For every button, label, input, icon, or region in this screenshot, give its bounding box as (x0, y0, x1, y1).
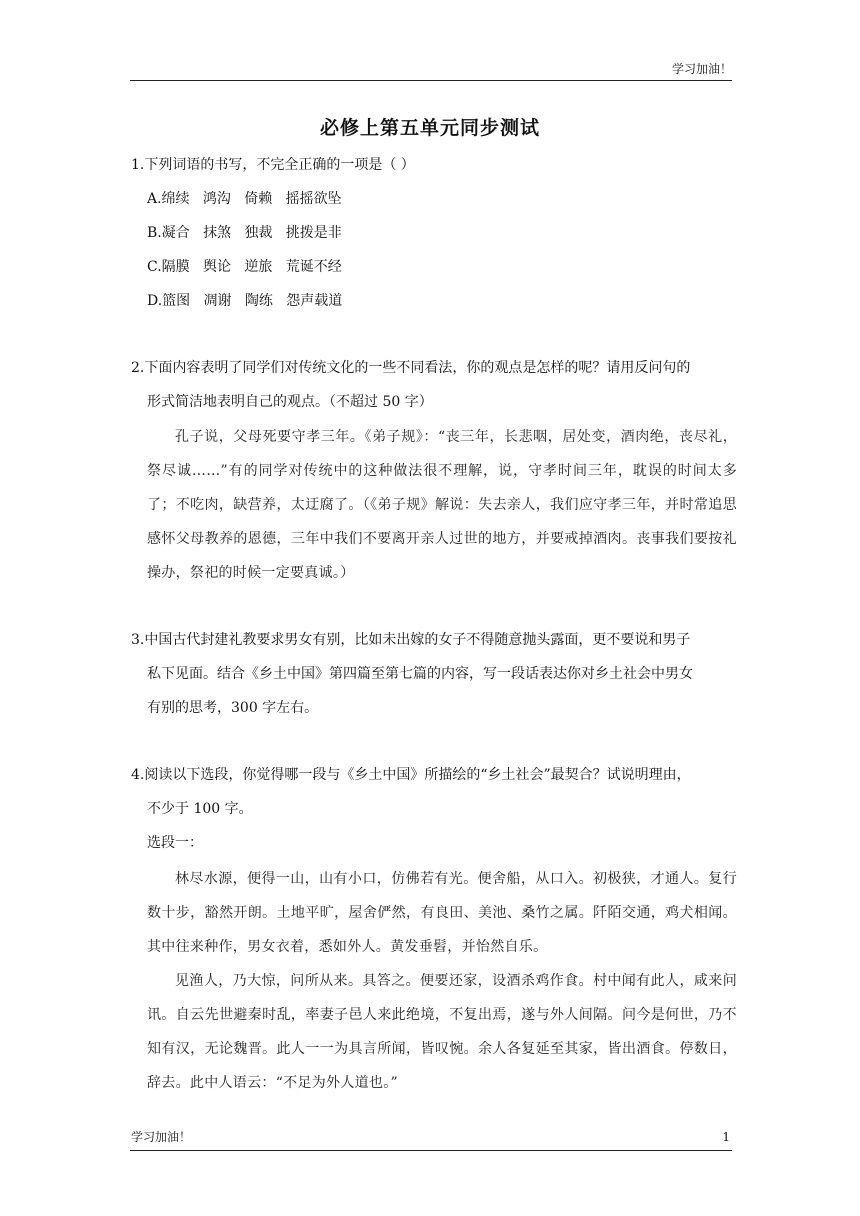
header-text: 学习加油！ (671, 62, 732, 76)
q1-option-d: D.篮图 凋谢 陶练 怨声载道 (147, 293, 343, 309)
q3-stem-line-2: 私下见面。结合《乡土中国》第四篇至第七篇的内容，写一段话表达你对乡土社会中男女 (147, 666, 693, 682)
q3-stem-line-3: 有别的思考，300 字左右。 (147, 700, 319, 716)
q2-passage (147, 420, 737, 590)
q1-option-a: A.绵续 鸿沟 倚赖 摇摇欲坠 (147, 191, 342, 207)
q4-section-label: 选段一： (147, 835, 203, 851)
q4-paragraph-1: 林尽水源，便得一山，山有小口，仿佛若有光。便舍船，从口入。初极狭，才通人。复行数十步，豁然开朗。土地平旷，屋舍俨然，有良田、美池、桑竹之属。阡陌交通，鸡犬相闻。其中往来种作，男女衣着，悉如外人。黄发垂髫，并怡然自乐。 (147, 871, 737, 955)
q2-passage-text: 孔子说，父母死要守孝三年。《弟子规》：“丧三年，长悲咽，居处变，酒肉绝，丧尽礼，祭尽诚……”有的同学对传统中的这种做法很不理解，说，守孝时间三年，耽误的时间太多了；不吃肉，缺营养，太迂腐了。（《弟子规》解说：失去亲人，我们应守孝三年，并时常追思感怀父母教养的恩德，三年中我们不要离开亲人过世的地方，并要戒掉酒肉。丧事我们要按礼操办，祭祀的时候一定要真诚。） (147, 429, 737, 581)
q1-option-c: C.隔膜 舆论 逆旅 荒诞不经 (147, 259, 342, 275)
q2-stem-line-2: 形式简洁地表明自己的观点。（不超过 50 字） (147, 394, 433, 410)
header-rule (130, 80, 732, 81)
footer-text: 学习加油！ (131, 1130, 192, 1144)
q2-stem-line-1: 2.下面内容表明了同学们对传统文化的一些不同看法，你的观点是怎样的呢？请用反问句的 (131, 360, 691, 376)
page-number: 1 (722, 1130, 730, 1144)
q4-stem-line-2: 不少于 100 字。 (147, 801, 253, 817)
q1-option-b: B.凝合 抹煞 独裁 挑拨是非 (147, 225, 342, 241)
footer-rule (130, 1150, 732, 1151)
q4-paragraph-2: 见渔人，乃大惊，问所从来。具答之。便要还家，设酒杀鸡作食。村中闻有此人，咸来问讯。自云先世避秦时乱，率妻子邑人来此绝境，不复出焉，遂与外人间隔。问今是何世，乃不知有汉，无论魏晋。此人一一为具言所闻，皆叹惋。余人各复延至其家，皆出酒食。停数日，辞去。此中人语云：“不足为外人道也。” (147, 973, 737, 1091)
q3-stem-line-1: 3.中国古代封建礼教要求男女有别，比如未出嫁的女子不得随意抛头露面，更不要说和男子 (131, 632, 691, 648)
page-title: 必修上第五单元同步测试 (319, 117, 540, 139)
q4-stem-line-1: 4.阅读以下选段，你觉得哪一段与《乡土中国》所描绘的“乡土社会”最契合？试说明理由， (131, 767, 691, 783)
q1-stem: 1.下列词语的书写，不完全正确的一项是（ ） (131, 157, 415, 173)
q4-excerpt (147, 862, 737, 1100)
